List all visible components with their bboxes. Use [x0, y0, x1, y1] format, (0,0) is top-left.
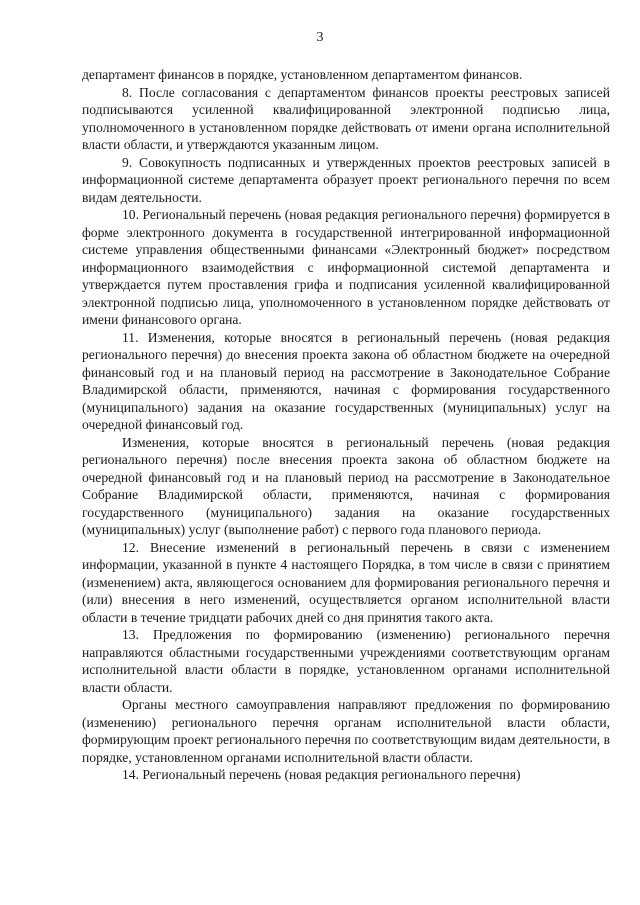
paragraph-13-second: Органы местного самоуправления направляют предложения по формированию (изменению) регионального перечня органам исполнительной власти области, формирующим проект регионального перечня по соответствующим видам деятельности, в порядке, установленном органами исполнительной власти области. [82, 697, 610, 765]
document-body [82, 66, 610, 784]
paragraph-8: 8. После согласования с департаментом финансов проекты реестровых записей подписываются усиленной квалифицированной электронной подписью лица, уполномоченного в установленном порядке действовать от имени органа исполнительной власти области, и утверждаются указанным лицом. [82, 84, 610, 152]
paragraph-10: 10. Региональный перечень (новая редакция регионального перечня) формируется в форме электронного документа в государственной интегрированной информационной системе управления общественными финансами «Электронный бюджет» посредством информационного взаимодействия с информационной системой департамента и утверждается путем проставления грифа и подписания усиленной квалифицированной электронной подписью лица, уполномоченного в установленном порядке действовать от имени финансового органа. [82, 207, 610, 327]
paragraph-continuation: департамент финансов в порядке, установленном департаментом финансов. [82, 67, 523, 82]
paragraph-12: 12. Внесение изменений в региональный перечень в связи с изменением информации, указанной в пункте 4 настоящего Порядка, в том числе в связи с принятием (изменением) акта, являющегося основанием для формирования регионального перечня и (или) внесения в него изменений, осуществляется органом исполнительной власти области в течение тридцати рабочих дней со дня принятия такого акта. [82, 539, 610, 625]
paragraph-11-second: Изменения, которые вносятся в региональный перечень (новая редакция регионального перечня) после внесения проекта закона об областном бюджете на очередной финансовый год и на плановый период на рассмотрение в Законодательное Собрание Владимирской области, применяются, начиная с формирования государственного (муниципального) задания на оказание государственных (муниципальных) услуг (выполнение работ) с первого года планового периода. [82, 434, 610, 537]
paragraph-11: 11. Изменения, которые вносятся в региональный перечень (новая редакция регионального перечня) до внесения проекта закона об областном бюджете на очередной финансовый год и на плановый период на рассмотрение в Законодательное Собрание Владимирской области, применяются, начиная с формирования государственного (муниципального) задания на оказание государственных (муниципальных) услуг на очередной финансовый год. [82, 329, 610, 432]
page-number: 3 [316, 30, 324, 45]
paragraph-14: 14. Региональный перечень (новая редакция регионального перечня) [122, 767, 521, 782]
paragraph-9: 9. Совокупность подписанных и утвержденных проектов реестровых записей в информационной системе департамента образует проект регионального перечня по всем видам деятельности. [82, 154, 610, 205]
paragraph-13: 13. Предложения по формированию (изменению) регионального перечня направляются областными государственными учреждениями соответствующим органам исполнительной власти области в порядке, установленном органами исполнительной власти области. [82, 627, 610, 695]
